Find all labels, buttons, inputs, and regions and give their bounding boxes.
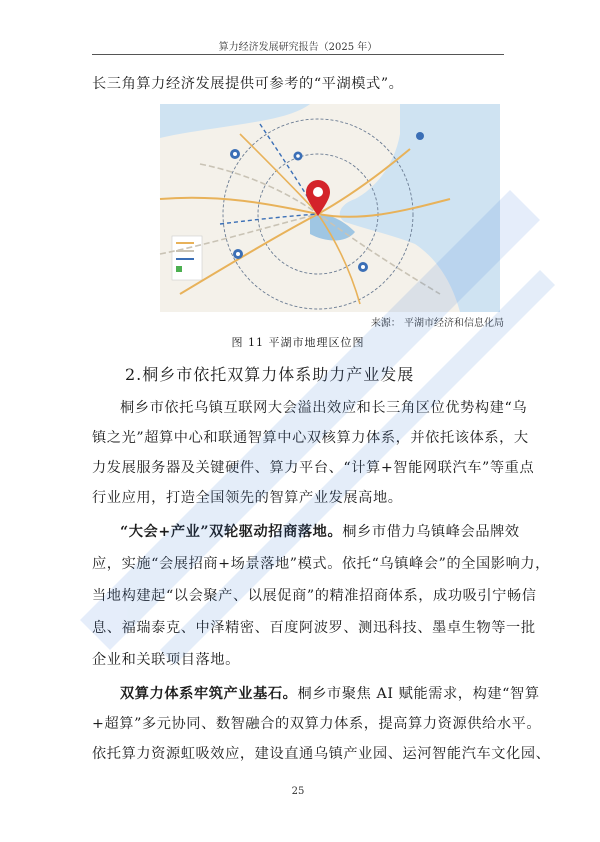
section-title: 2.桐乡市依托双算力体系助力产业发展 <box>125 365 415 384</box>
para3-line-2: +超算”多元协同、数智融合的双算力体系，提高算力资源供给水平。 <box>92 716 542 732</box>
para2-line-4: 息、福瑞泰克、中泽精密、百度阿波罗、测迅科技、墨卓生物等一批 <box>92 620 536 636</box>
para1-line-1: 桐乡市依托乌镇互联网大会溢出效应和长三角区位优势构建“乌 <box>120 400 528 416</box>
page-number: 25 <box>291 786 305 797</box>
location-map-graphic <box>160 104 500 312</box>
para3-line-3: 依托算力资源虹吸效应，建设直通乌镇产业园、运河智能汽车文化园、 <box>92 746 551 762</box>
para2-line-5: 企业和关联项目落地。 <box>92 652 240 668</box>
para1-line-3: 力发展服务器及关键硬件、算力平台、“计算+智能网联汽车”等重点 <box>92 460 535 476</box>
para3-line-1 <box>120 684 540 704</box>
para2-lead: “大会+产业”双轮驱动招商落地。 <box>120 524 343 540</box>
para3-lead: 双算力体系牢筑产业基石。 <box>120 686 298 702</box>
figure-caption: 图 11 平湖市地理区位图 <box>231 336 365 349</box>
para2-line-2: 应，实施“会展招商+场景落地”模式。依托“乌镇峰会”的全国影响力， <box>92 556 550 572</box>
figure-source: 来源： 平湖市经济和信息化局 <box>370 318 504 329</box>
intro-line: 长三角算力经济发展提供可参考的“平湖模式”。 <box>92 76 404 92</box>
location-map <box>160 104 500 312</box>
para2-line-3: 当地构建起“以会聚产、以展促商”的精准招商体系，成功吸引宁畅信 <box>92 588 537 604</box>
para2-lead-rest: 桐乡市借力乌镇峰会品牌效 <box>342 524 520 540</box>
header-rule <box>92 54 504 55</box>
para1-line-4: 行业应用，打造全国领先的智算产业发展高地。 <box>92 490 403 506</box>
para3-lead-rest: 桐乡市聚焦 AI 赋能需求，构建“智算 <box>297 686 540 702</box>
running-header: 算力经济发展研究报告（2025 年） <box>218 42 378 53</box>
para1-line-2: 镇之光”超算中心和联通智算中心双核算力体系，并依托该体系，大 <box>92 430 529 446</box>
para2-line-1 <box>120 522 520 542</box>
